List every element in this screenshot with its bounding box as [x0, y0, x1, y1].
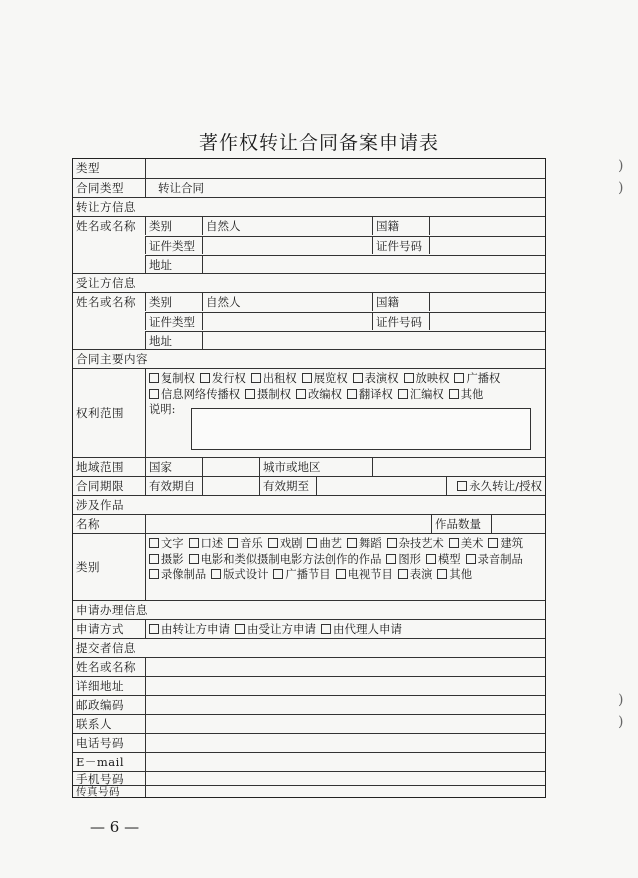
work-category-option[interactable] — [307, 536, 342, 552]
work-category-checkbox[interactable] — [307, 538, 317, 548]
margin-mark-bottom-2: ) — [618, 714, 624, 730]
rights-option[interactable] — [347, 387, 393, 403]
margin-mark-top-2: ) — [618, 180, 624, 196]
work-category-option[interactable] — [437, 567, 472, 583]
work-category-checkbox[interactable] — [437, 569, 447, 579]
city-region-value[interactable] — [372, 458, 545, 476]
transferee-block — [73, 292, 545, 349]
work-category-option-label: 曲艺 — [319, 537, 343, 550]
rights-option[interactable] — [296, 387, 342, 403]
fax-value[interactable] — [145, 786, 545, 797]
permanent-checkbox[interactable] — [457, 481, 467, 491]
work-category-option[interactable] — [189, 552, 382, 568]
transferor-address-value[interactable] — [202, 255, 545, 273]
contract-type-value[interactable]: 转让合同 — [145, 179, 545, 197]
transferor-address-label: 地址 — [145, 255, 202, 273]
work-category-option[interactable] — [449, 536, 484, 552]
rights-option[interactable] — [149, 387, 240, 403]
work-category-option-label: 版式设计 — [223, 568, 269, 581]
submitter-name-value[interactable] — [145, 658, 545, 676]
rights-option-label: 摄制权 — [257, 387, 291, 401]
apply-method-checkbox[interactable] — [235, 624, 245, 634]
work-name-value[interactable] — [145, 515, 431, 533]
work-category-option[interactable] — [149, 567, 206, 583]
rights-option-label: 表演权 — [364, 372, 399, 385]
rights-checkbox[interactable] — [353, 373, 363, 383]
work-category-option[interactable] — [336, 567, 393, 583]
work-category-checkbox[interactable] — [336, 569, 346, 579]
phone-label: 电话号码 — [76, 736, 124, 750]
rights-option-label: 其他 — [460, 387, 484, 401]
work-category-option[interactable] — [189, 536, 224, 552]
rights-checkbox[interactable] — [149, 373, 159, 383]
transferee-nationality-label: 国籍 — [372, 293, 429, 311]
work-category-checkbox[interactable] — [386, 554, 396, 564]
transferee-category-label: 类别 — [145, 293, 202, 311]
rights-option[interactable] — [302, 371, 348, 387]
row-contract-type — [73, 178, 545, 197]
country-label: 国家 — [145, 458, 202, 476]
work-category-option-label: 图形 — [398, 552, 421, 566]
valid-from-label: 有效期自 — [145, 477, 202, 495]
work-category-checkbox[interactable] — [149, 554, 159, 564]
contract-type-label: 合同类型 — [76, 181, 124, 195]
apply-method-label: 申请方式 — [76, 622, 124, 636]
margin-mark-bottom: ) — [618, 692, 624, 708]
row-rights-scope — [73, 368, 545, 457]
type-value[interactable] — [145, 159, 545, 178]
work-category-option[interactable] — [228, 536, 263, 552]
country-value[interactable] — [202, 458, 259, 476]
work-category-option-label: 表演 — [409, 568, 433, 581]
row-contract-content-header — [73, 349, 545, 368]
rights-checkbox[interactable] — [302, 373, 312, 383]
city-region-label: 城市或地区 — [259, 458, 372, 476]
row-mobile — [73, 771, 545, 785]
rights-option-label: 翻译权 — [358, 387, 393, 401]
rights-option-label: 信息网络传播权 — [161, 387, 241, 401]
rights-checkbox[interactable] — [200, 373, 210, 383]
work-category-checkbox[interactable] — [426, 554, 436, 564]
contact-label: 联系人 — [76, 717, 112, 731]
work-category-option[interactable] — [149, 536, 184, 552]
rights-option[interactable] — [398, 387, 444, 403]
rights-checkbox[interactable] — [296, 389, 306, 399]
rights-option[interactable] — [449, 387, 484, 403]
work-category-option[interactable] — [488, 536, 523, 552]
work-category-checkbox[interactable] — [449, 538, 459, 548]
work-category-option-label: 杂技艺术 — [398, 537, 444, 550]
type-label: 类型 — [76, 161, 100, 175]
rights-scope-label: 权利范围 — [76, 406, 124, 420]
row-email — [73, 752, 545, 771]
work-category-checkbox[interactable] — [211, 569, 221, 579]
permanent-label: 永久转让/授权 — [469, 479, 542, 493]
rights-checkbox[interactable] — [454, 373, 464, 383]
valid-from-value[interactable] — [202, 477, 259, 495]
work-quantity-value[interactable] — [491, 515, 545, 533]
rights-note-textarea[interactable] — [191, 408, 531, 450]
rights-option-label: 展览权 — [313, 372, 348, 385]
work-category-option[interactable] — [211, 567, 268, 583]
rights-checkbox[interactable] — [449, 389, 459, 399]
rights-option[interactable] — [200, 371, 246, 387]
work-category-label: 类别 — [76, 560, 100, 574]
rights-checkbox[interactable] — [398, 389, 408, 399]
apply-method-option[interactable] — [321, 621, 402, 638]
work-category-checkbox[interactable] — [149, 538, 159, 548]
transferor-category-label: 类别 — [145, 217, 202, 235]
transferee-address-label: 地址 — [145, 331, 202, 349]
valid-to-label: 有效期至 — [259, 477, 316, 495]
row-contact — [73, 714, 545, 733]
rights-checkbox[interactable] — [251, 373, 261, 383]
row-phone — [73, 733, 545, 752]
work-category-option-label: 音乐 — [240, 537, 263, 550]
rights-option-label: 复制权 — [161, 372, 195, 385]
work-category-option-label: 电影和类似摄制电影方法创作的作品 — [200, 552, 382, 566]
row-application-header — [73, 600, 545, 619]
work-category-options — [145, 534, 545, 600]
transferor-id-number-value[interactable] — [429, 236, 545, 254]
work-category-checkbox[interactable] — [228, 538, 238, 548]
row-contract-term — [73, 476, 545, 495]
work-category-option-label: 模型 — [437, 552, 461, 566]
work-category-option[interactable] — [347, 536, 382, 552]
contract-content-heading: 合同主要内容 — [76, 352, 148, 366]
apply-method-option-label: 由代理人申请 — [333, 622, 402, 636]
work-category-checkbox[interactable] — [268, 538, 278, 548]
work-category-option-label: 其他 — [449, 568, 473, 581]
apply-method-checkbox[interactable] — [321, 624, 331, 634]
rights-option[interactable] — [245, 387, 291, 403]
work-category-option[interactable] — [387, 536, 444, 552]
work-quantity-label: 作品数量 — [431, 515, 491, 533]
work-category-option[interactable] — [268, 536, 303, 552]
mobile-value[interactable] — [145, 772, 545, 785]
work-category-checkbox[interactable] — [273, 569, 283, 579]
work-category-option[interactable] — [466, 552, 523, 568]
transferor-name-label: 姓名或名称 — [76, 219, 136, 233]
email-value[interactable] — [145, 753, 545, 771]
postal-code-label: 邮政编码 — [76, 698, 124, 712]
margin-mark-top: ) — [618, 158, 624, 174]
territory-label: 地域范围 — [76, 460, 124, 474]
rights-option-label: 出租权 — [262, 372, 297, 385]
contract-term-label: 合同期限 — [76, 479, 124, 493]
work-category-checkbox[interactable] — [466, 554, 476, 564]
permanent-option[interactable] — [446, 477, 545, 495]
transferor-block — [73, 216, 545, 273]
submitter-info-heading: 提交者信息 — [76, 641, 136, 655]
work-category-checkbox[interactable] — [347, 538, 357, 548]
phone-value[interactable] — [145, 734, 545, 752]
transferor-nationality-label: 国籍 — [372, 217, 429, 235]
row-transferee-header — [73, 273, 545, 292]
apply-method-option-label: 由转让方申请 — [161, 622, 230, 636]
work-category-option[interactable] — [426, 552, 461, 568]
row-submitter-header — [73, 638, 545, 657]
transferor-id-number-label: 证件号码 — [372, 236, 429, 254]
rights-option[interactable] — [149, 371, 195, 387]
work-category-option-label: 美术 — [460, 537, 484, 550]
row-postal-code — [73, 695, 545, 714]
row-work-category — [73, 533, 545, 600]
work-category-option-label: 摄影 — [161, 552, 184, 566]
row-works-header — [73, 495, 545, 514]
detail-address-value[interactable] — [145, 677, 545, 695]
rights-option-label: 汇编权 — [409, 387, 444, 401]
contact-value[interactable] — [145, 715, 545, 733]
email-label: E－mail — [76, 755, 125, 769]
work-category-option-label: 戏剧 — [279, 537, 303, 550]
mobile-label: 手机号码 — [76, 772, 124, 785]
work-category-checkbox[interactable] — [189, 554, 199, 564]
rights-option[interactable] — [454, 371, 500, 387]
work-category-option[interactable] — [398, 567, 433, 583]
transferor-info-heading: 转让方信息 — [76, 200, 136, 214]
transferor-id-type-label: 证件类型 — [145, 236, 202, 254]
transferee-id-number-value[interactable] — [429, 312, 545, 330]
work-category-checkbox[interactable] — [149, 569, 159, 579]
row-transferor-header — [73, 197, 545, 216]
transferee-category-value[interactable]: 自然人 — [202, 293, 372, 311]
rights-scope-options — [145, 369, 545, 457]
work-category-option-label: 录音制品 — [477, 552, 523, 566]
transferee-nationality-value[interactable] — [429, 293, 545, 311]
rights-note-label: 说明: — [149, 403, 176, 416]
rights-checkbox[interactable] — [347, 389, 357, 399]
postal-code-value[interactable] — [145, 696, 545, 714]
work-category-option-label: 电视节目 — [347, 568, 393, 581]
work-category-option[interactable] — [386, 552, 421, 568]
apply-method-option[interactable] — [149, 621, 230, 638]
transferee-id-number-label: 证件号码 — [372, 312, 429, 330]
work-name-label: 名称 — [76, 517, 100, 531]
transferee-name-label: 姓名或名称 — [76, 295, 136, 309]
work-category-option[interactable] — [149, 552, 184, 568]
fax-label: 传真号码 — [76, 786, 120, 797]
work-category-option-label: 录像制品 — [161, 568, 207, 581]
apply-method-option[interactable] — [235, 621, 316, 638]
work-category-option-label: 广播节目 — [285, 568, 331, 581]
page-title: 著作权转让合同备案申请表 — [198, 132, 439, 154]
transferor-id-type-value[interactable] — [202, 236, 372, 254]
transferor-category-value[interactable]: 自然人 — [202, 217, 372, 235]
rights-option-label: 改编权 — [308, 387, 342, 401]
work-category-checkbox[interactable] — [189, 538, 199, 548]
rights-checkbox[interactable] — [149, 389, 159, 399]
apply-method-option-label: 由受让方申请 — [247, 622, 316, 636]
valid-to-value[interactable] — [316, 477, 446, 495]
rights-checkbox[interactable] — [245, 389, 255, 399]
submitter-name-label: 姓名或名称 — [76, 660, 136, 674]
page-number: — 6 — — [90, 818, 140, 836]
work-category-option[interactable] — [273, 567, 330, 583]
rights-option-label: 发行权 — [211, 372, 246, 385]
apply-method-checkbox[interactable] — [149, 624, 159, 634]
row-type — [73, 159, 545, 178]
work-category-checkbox[interactable] — [398, 569, 408, 579]
rights-option-label: 放映权 — [415, 372, 450, 385]
detail-address-label: 详细地址 — [76, 679, 124, 693]
transferor-nationality-value[interactable] — [429, 217, 545, 235]
row-detail-address — [73, 676, 545, 695]
work-category-option-label: 舞蹈 — [359, 537, 382, 550]
row-apply-method — [73, 619, 545, 638]
transferee-address-value[interactable] — [202, 331, 545, 349]
application-info-heading: 申请办理信息 — [76, 603, 148, 617]
rights-option-label: 广播权 — [466, 372, 501, 385]
work-category-checkbox[interactable] — [488, 538, 498, 548]
work-category-option-label: 文字 — [161, 537, 184, 550]
row-fax — [73, 785, 545, 797]
apply-method-options — [145, 620, 545, 638]
transferee-id-type-value[interactable] — [202, 312, 372, 330]
rights-option[interactable] — [251, 371, 297, 387]
row-work-name — [73, 514, 545, 533]
works-heading: 涉及作品 — [76, 498, 124, 512]
work-category-option-label: 口述 — [200, 537, 224, 550]
application-form — [72, 158, 546, 798]
work-category-option-label: 建筑 — [500, 537, 524, 550]
row-territory — [73, 457, 545, 476]
rights-option[interactable] — [353, 371, 399, 387]
rights-option[interactable] — [404, 371, 450, 387]
row-submitter-name — [73, 657, 545, 676]
transferee-id-type-label: 证件类型 — [145, 312, 202, 330]
work-category-checkbox[interactable] — [387, 538, 397, 548]
rights-checkbox[interactable] — [404, 373, 414, 383]
transferee-info-heading: 受让方信息 — [76, 276, 136, 290]
